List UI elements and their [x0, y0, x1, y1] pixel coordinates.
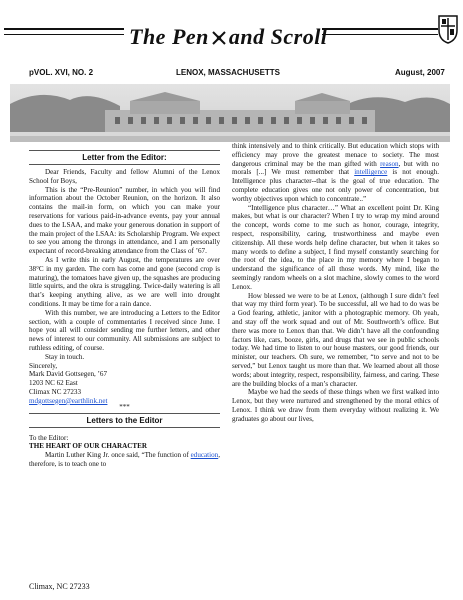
article-p1-b: , but with no morals [...] We must remember that	[232, 159, 439, 177]
section-divider: ***	[119, 402, 130, 411]
editor-letter-header: Letter from the Editor:	[29, 150, 220, 165]
masthead-title-pre: The Pen	[129, 24, 209, 49]
education-link[interactable]: education	[190, 451, 219, 460]
to-editor-salutation: To the Editor:	[29, 433, 69, 442]
reason-link[interactable]: reason	[380, 159, 399, 168]
article-p1-c: is not enough. Intelligence plus character--that is the goal of true education. The complete education gives one not only power of concentration, but worthy objectives upon which to concentrate..”	[232, 168, 440, 203]
editor-letter-p4: With this number, we are introducing a Letters to the Editor section, with a couple of commentaries I received since June. I hope you all will consider sending me further letters, and other news of interest to our community. All submissions are subject to ruthless editing, of course.	[29, 308, 220, 352]
masthead	[4, 6, 459, 56]
issue-volume: pVOL. XVI, NO. 2	[29, 68, 94, 77]
crossed-quills-icon	[211, 30, 227, 46]
intelligence-link[interactable]: intelligence	[354, 168, 388, 177]
masthead-rule-left-top	[4, 28, 124, 30]
article-p4: Maybe we had the seeds of these things when we first walked into Lenox, but they were nurtured and strengthened by the moral ethics of Lenox. I think we draw from them everyday without realizing it. We graduates go about our lives,	[232, 388, 439, 423]
masthead-rule-right-bottom	[322, 34, 438, 35]
masthead-rule-right-top	[322, 28, 438, 30]
editor-letter-body	[29, 168, 220, 362]
letters-section-header: Letters to the Editor	[29, 413, 220, 428]
editor-email-link[interactable]: mdgottsegen@earthlink.net	[29, 396, 108, 405]
editor-letter-p5: Stay in touch.	[45, 352, 85, 361]
issue-location: LENOX, MASSACHUSETTS	[176, 68, 281, 77]
signature-block	[29, 362, 220, 406]
school-crest-icon	[437, 14, 459, 44]
masthead-rule-left-bottom	[4, 34, 124, 35]
editor-letter-p1: Dear Friends, Faculty and fellow Alumni of the Lenox School for Boys,	[29, 168, 220, 185]
left-column	[29, 150, 220, 469]
article-opening	[29, 451, 220, 469]
letter-intro	[29, 434, 220, 469]
editor-letter-p3: As I write this in early August, the temperatures are over 38°C in my garden. The corn has come and gone (second crop is maturing), the tomatoes have given up, the squashes are producing little squirts, and the okra is struggling. Twice-daily watering is all that’s keeping anything alive, as we are well into drought conditions. It may be time for a rain dance.	[29, 255, 220, 308]
right-column	[232, 142, 439, 424]
editor-address-line1: 1203 NC 62 East	[29, 379, 78, 388]
editor-letter-p2: This is the “Pre-Reunion” number, in which you will find information about the October Reunion, on the horizon. It also contains the mail-in form, on which you can make your reservations for various paid-in-advance events, pay your annual dues to the LSAA, and make your generous donation in support of the main project of the LSAA: its Scholarship Program. We expect to see you among the throngs in attendance, and I am personally expectant of record-breaking attendance from the Class of ’67.	[29, 185, 220, 256]
editor-address-line2: Climax NC 27233	[29, 387, 82, 396]
signoff: Sincerely,	[29, 361, 58, 370]
article-opening-b: , therefore, is to teach one to	[29, 451, 220, 468]
masthead-title-post: and Scroll	[228, 24, 328, 49]
article-title: THE HEART OF OUR CHARACTER	[29, 442, 147, 451]
article-p2: “Intelligence plus character…” What an excellent point Dr. King makes, but what is our character? When I try to wrap my mind around the concept, words come to me such as honor, courage, integrity, respect, responsibility, caring, trustworthiness and maybe even citizenship. All these words help define character, but when it takes so many words to define a subject, I find myself constantly searching for the root of the idea, to the place in my memory where I began to understand the significance of all those words. My mind, like the seemingly random wheels on a slot machine, slowly comes to the word Lenox.	[232, 203, 439, 291]
campus-photo	[10, 84, 450, 142]
editor-name: Mark David Gottsegen, ’67	[29, 370, 108, 379]
footer-address: Climax, NC 27233	[29, 582, 90, 591]
article-p3: How blessed we were to be at Lenox, (although I sure didn’t feel that way my third form year). To be successful, all we had to do was be a God fearing, athletic, janitor with a photographic memory. Oh yeah, and stay off the work squad and out of Mr. Southworth’s office. But there was more to Lenox than that. We didn’t have all the confounding factors like, cars, booze, girls, and drugs that we see in public schools today. We had time to listen to our house masters, our good friends, our minister, our teachers. Oh sure, we remember, “to serve and not to be served,” but Lenox taught us more than that. We learned about all those words; about integrity, respect, responsibility, fairness, and caring. These are the building blocks of a man’s character.	[232, 291, 439, 388]
masthead-title	[129, 24, 327, 50]
article-p1-a: think intensively and to think critically. But education which stops with efficiency may prove the greatest menace to society. The most dangerous criminal may be the man gifted with	[232, 142, 439, 168]
article-opening-a: Martin Luther King Jr. once said, “The function of	[45, 451, 191, 460]
article-p1	[232, 142, 439, 204]
issue-date: August, 2007	[395, 68, 445, 77]
